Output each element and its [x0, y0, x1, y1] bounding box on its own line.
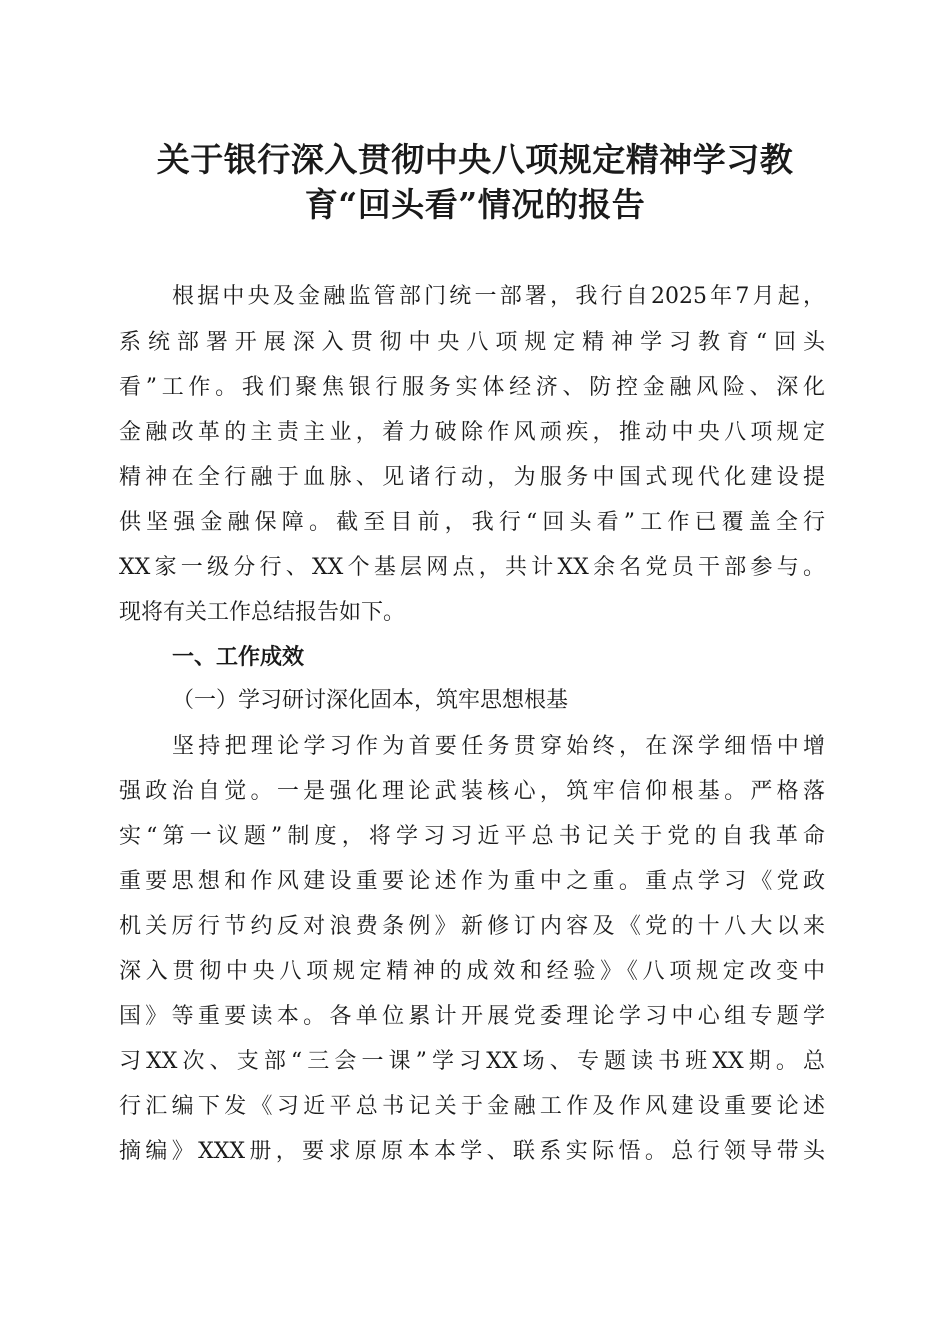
paragraph-1-line: 根据中央及金融监管部门统一部署，我行自2025年7月起，	[172, 284, 825, 309]
paragraph-2-line: 重要思想和作风建设重要论述作为重中之重。重点学习《党政	[119, 869, 825, 894]
paragraph-1-line: 精神在全行融于血脉、见诸行动，为服务中国式现代化建设提	[119, 465, 825, 490]
paragraph-2-line: 摘编》XXX册，要求原原本本学、联系实际悟。总行领导带头	[119, 1139, 825, 1164]
paragraph-2-line: 强政治自觉。一是强化理论武装核心，筑牢信仰根基。严格落	[119, 779, 825, 804]
paragraph-1-line: 系统部署开展深入贯彻中央八项规定精神学习教育“回头	[119, 330, 825, 355]
report-title-line-1: 关于银行深入贯彻中央八项规定精神学习教	[156, 140, 794, 179]
paragraph-2-line: 国》等重要读本。各单位累计开展党委理论学习中心组专题学	[119, 1004, 825, 1029]
paragraph-2-line: 行汇编下发《习近平总书记关于金融工作及作风建设重要论述	[119, 1094, 825, 1119]
paragraph-2-line: 实“第一议题”制度，将学习习近平总书记关于党的自我革命	[119, 824, 825, 849]
paragraph-1-line: XX家一级分行、XX个基层网点，共计XX余名党员干部参与。	[119, 555, 825, 580]
subsection-heading: （一）学习研讨深化固本，筑牢思想根基	[172, 688, 569, 713]
paragraph-2-line: 机关厉行节约反对浪费条例》新修订内容及《党的十八大以来	[119, 914, 825, 939]
paragraph-2-line: 习XX次、支部“三会一课”学习XX场、专题读书班XX期。总	[119, 1049, 825, 1074]
paragraph-1-line: 供坚强金融保障。截至目前，我行“回头看”工作已覆盖全行	[119, 510, 825, 535]
paragraph-2-line: 深入贯彻中央八项规定精神的成效和经验》《八项规定改变中	[119, 959, 825, 984]
paragraph-1-line: 现将有关工作总结报告如下。	[119, 600, 406, 625]
paragraph-1-line: 金融改革的主责主业，着力破除作风顽疾，推动中央八项规定	[119, 420, 825, 445]
paragraph-1-line: 看”工作。我们聚焦银行服务实体经济、防控金融风险、深化	[119, 375, 825, 400]
section-heading: 一、工作成效	[172, 645, 305, 670]
paragraph-2-line: 坚持把理论学习作为首要任务贯穿始终，在深学细悟中增	[172, 734, 825, 759]
report-title-line-2: 育“回头看”情况的报告	[304, 185, 646, 224]
